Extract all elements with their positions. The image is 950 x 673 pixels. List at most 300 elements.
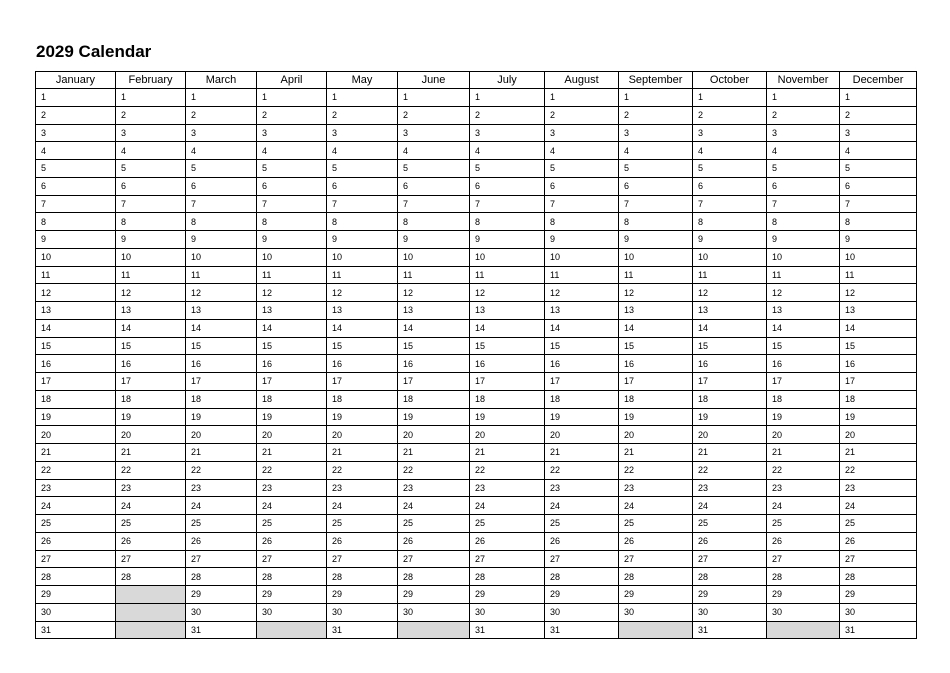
day-cell: 17 (398, 373, 470, 391)
day-cell: 23 (257, 479, 327, 497)
day-cell: 18 (693, 390, 767, 408)
day-cell: 5 (36, 160, 116, 178)
day-cell: 19 (257, 408, 327, 426)
day-cell: 3 (327, 124, 398, 142)
day-cell: 27 (398, 550, 470, 568)
day-cell: 4 (257, 142, 327, 160)
day-cell: 13 (257, 302, 327, 320)
day-cell: 11 (619, 266, 693, 284)
day-cell: 12 (470, 284, 545, 302)
day-cell: 11 (470, 266, 545, 284)
day-row (36, 177, 917, 195)
day-cell: 31 (693, 621, 767, 639)
day-cell: 21 (257, 444, 327, 462)
calendar-grid (35, 71, 917, 639)
day-row (36, 231, 917, 249)
day-cell: 23 (840, 479, 917, 497)
day-cell: 29 (619, 586, 693, 604)
day-cell: 19 (693, 408, 767, 426)
empty-day-cell (257, 621, 327, 639)
day-cell: 25 (767, 515, 840, 533)
day-cell: 8 (327, 213, 398, 231)
month-header-february: February (116, 72, 186, 89)
day-cell: 8 (840, 213, 917, 231)
day-cell: 28 (36, 568, 116, 586)
day-row (36, 550, 917, 568)
page-title: 2029 Calendar (36, 42, 152, 61)
day-cell: 2 (186, 106, 257, 124)
day-cell: 13 (545, 302, 619, 320)
day-cell: 29 (545, 586, 619, 604)
day-cell: 13 (767, 302, 840, 320)
day-cell: 3 (840, 124, 917, 142)
day-cell: 22 (116, 461, 186, 479)
day-cell: 30 (545, 603, 619, 621)
day-cell: 26 (619, 532, 693, 550)
day-cell: 11 (116, 266, 186, 284)
day-cell: 27 (840, 550, 917, 568)
day-row (36, 142, 917, 160)
day-cell: 27 (470, 550, 545, 568)
day-row (36, 319, 917, 337)
day-cell: 14 (257, 319, 327, 337)
day-cell: 26 (36, 532, 116, 550)
day-cell: 22 (327, 461, 398, 479)
day-cell: 9 (116, 231, 186, 249)
day-cell: 19 (116, 408, 186, 426)
day-cell: 25 (257, 515, 327, 533)
day-row (36, 444, 917, 462)
day-cell: 19 (545, 408, 619, 426)
day-cell: 24 (186, 497, 257, 515)
day-cell: 11 (36, 266, 116, 284)
day-cell: 22 (186, 461, 257, 479)
day-cell: 12 (619, 284, 693, 302)
day-cell: 29 (36, 586, 116, 604)
day-cell: 17 (545, 373, 619, 391)
day-cell: 24 (470, 497, 545, 515)
day-cell: 8 (767, 213, 840, 231)
day-cell: 8 (257, 213, 327, 231)
day-cell: 13 (186, 302, 257, 320)
day-cell: 19 (36, 408, 116, 426)
day-row (36, 390, 917, 408)
day-cell: 3 (693, 124, 767, 142)
calendar-body (36, 89, 917, 639)
day-cell: 30 (693, 603, 767, 621)
day-cell: 1 (327, 89, 398, 107)
day-cell: 10 (327, 248, 398, 266)
day-cell: 23 (186, 479, 257, 497)
day-cell: 9 (470, 231, 545, 249)
day-cell: 28 (327, 568, 398, 586)
day-cell: 5 (767, 160, 840, 178)
day-cell: 13 (36, 302, 116, 320)
day-cell: 4 (116, 142, 186, 160)
day-cell: 30 (470, 603, 545, 621)
day-cell: 27 (693, 550, 767, 568)
day-cell: 28 (693, 568, 767, 586)
day-cell: 12 (693, 284, 767, 302)
day-cell: 15 (693, 337, 767, 355)
day-row (36, 426, 917, 444)
day-cell: 14 (545, 319, 619, 337)
day-row (36, 461, 917, 479)
day-row (36, 89, 917, 107)
day-cell: 3 (470, 124, 545, 142)
month-header-november: November (767, 72, 840, 89)
empty-day-cell (619, 621, 693, 639)
day-cell: 8 (398, 213, 470, 231)
day-cell: 11 (257, 266, 327, 284)
day-cell: 6 (186, 177, 257, 195)
day-cell: 6 (693, 177, 767, 195)
day-cell: 20 (545, 426, 619, 444)
day-cell: 25 (619, 515, 693, 533)
day-cell: 14 (116, 319, 186, 337)
day-cell: 9 (257, 231, 327, 249)
day-cell: 25 (186, 515, 257, 533)
day-cell: 26 (257, 532, 327, 550)
month-header-june: June (398, 72, 470, 89)
day-cell: 14 (840, 319, 917, 337)
day-cell: 24 (327, 497, 398, 515)
day-cell: 24 (619, 497, 693, 515)
day-row (36, 479, 917, 497)
empty-day-cell (116, 603, 186, 621)
day-row (36, 586, 917, 604)
day-cell: 26 (186, 532, 257, 550)
day-cell: 2 (327, 106, 398, 124)
day-cell: 19 (398, 408, 470, 426)
day-cell: 31 (186, 621, 257, 639)
day-cell: 18 (470, 390, 545, 408)
day-cell: 22 (619, 461, 693, 479)
day-cell: 31 (470, 621, 545, 639)
day-cell: 4 (36, 142, 116, 160)
day-cell: 28 (257, 568, 327, 586)
day-cell: 1 (398, 89, 470, 107)
day-cell: 25 (398, 515, 470, 533)
day-cell: 10 (398, 248, 470, 266)
day-cell: 16 (398, 355, 470, 373)
day-cell: 23 (327, 479, 398, 497)
day-cell: 25 (36, 515, 116, 533)
day-row (36, 266, 917, 284)
day-cell: 17 (619, 373, 693, 391)
day-cell: 8 (693, 213, 767, 231)
day-cell: 30 (257, 603, 327, 621)
day-cell: 21 (840, 444, 917, 462)
day-cell: 7 (693, 195, 767, 213)
day-cell: 9 (693, 231, 767, 249)
day-cell: 31 (36, 621, 116, 639)
day-cell: 30 (186, 603, 257, 621)
day-cell: 10 (619, 248, 693, 266)
day-cell: 23 (470, 479, 545, 497)
day-cell: 4 (619, 142, 693, 160)
day-cell: 28 (767, 568, 840, 586)
day-row (36, 497, 917, 515)
day-cell: 28 (398, 568, 470, 586)
day-cell: 18 (257, 390, 327, 408)
day-row (36, 302, 917, 320)
day-cell: 25 (545, 515, 619, 533)
day-cell: 26 (693, 532, 767, 550)
day-cell: 11 (186, 266, 257, 284)
day-cell: 29 (693, 586, 767, 604)
empty-day-cell (116, 621, 186, 639)
day-cell: 17 (693, 373, 767, 391)
day-cell: 14 (186, 319, 257, 337)
day-cell: 1 (116, 89, 186, 107)
day-cell: 24 (398, 497, 470, 515)
day-cell: 16 (327, 355, 398, 373)
day-cell: 7 (545, 195, 619, 213)
day-cell: 25 (693, 515, 767, 533)
day-cell: 2 (116, 106, 186, 124)
day-cell: 7 (398, 195, 470, 213)
day-cell: 6 (619, 177, 693, 195)
day-cell: 9 (36, 231, 116, 249)
day-cell: 4 (470, 142, 545, 160)
day-cell: 29 (470, 586, 545, 604)
day-cell: 18 (398, 390, 470, 408)
day-row (36, 355, 917, 373)
day-cell: 12 (36, 284, 116, 302)
day-cell: 9 (840, 231, 917, 249)
day-cell: 27 (327, 550, 398, 568)
day-cell: 16 (470, 355, 545, 373)
day-cell: 1 (470, 89, 545, 107)
day-cell: 19 (186, 408, 257, 426)
day-cell: 13 (470, 302, 545, 320)
day-cell: 21 (327, 444, 398, 462)
day-cell: 26 (327, 532, 398, 550)
empty-day-cell (116, 586, 186, 604)
day-cell: 25 (116, 515, 186, 533)
day-cell: 26 (840, 532, 917, 550)
day-cell: 14 (36, 319, 116, 337)
day-row (36, 284, 917, 302)
day-cell: 24 (257, 497, 327, 515)
day-cell: 25 (470, 515, 545, 533)
day-cell: 12 (767, 284, 840, 302)
day-cell: 13 (327, 302, 398, 320)
day-cell: 21 (186, 444, 257, 462)
day-cell: 7 (327, 195, 398, 213)
day-cell: 12 (186, 284, 257, 302)
day-cell: 1 (36, 89, 116, 107)
day-cell: 13 (398, 302, 470, 320)
day-cell: 23 (767, 479, 840, 497)
day-cell: 18 (327, 390, 398, 408)
day-cell: 16 (840, 355, 917, 373)
day-cell: 29 (398, 586, 470, 604)
day-cell: 27 (767, 550, 840, 568)
day-cell: 8 (36, 213, 116, 231)
month-header-january: January (36, 72, 116, 89)
day-cell: 3 (116, 124, 186, 142)
day-cell: 19 (327, 408, 398, 426)
day-cell: 10 (545, 248, 619, 266)
day-cell: 24 (840, 497, 917, 515)
day-cell: 22 (840, 461, 917, 479)
day-cell: 3 (398, 124, 470, 142)
day-cell: 17 (840, 373, 917, 391)
day-row (36, 124, 917, 142)
day-cell: 9 (619, 231, 693, 249)
day-cell: 7 (257, 195, 327, 213)
day-cell: 12 (116, 284, 186, 302)
day-cell: 6 (545, 177, 619, 195)
day-cell: 14 (327, 319, 398, 337)
day-cell: 2 (36, 106, 116, 124)
day-cell: 16 (545, 355, 619, 373)
day-cell: 13 (116, 302, 186, 320)
day-cell: 10 (36, 248, 116, 266)
day-cell: 30 (767, 603, 840, 621)
day-cell: 26 (116, 532, 186, 550)
day-cell: 20 (36, 426, 116, 444)
day-cell: 8 (186, 213, 257, 231)
day-cell: 23 (398, 479, 470, 497)
month-header-december: December (840, 72, 917, 89)
day-cell: 29 (186, 586, 257, 604)
day-cell: 16 (693, 355, 767, 373)
day-cell: 27 (619, 550, 693, 568)
day-cell: 14 (470, 319, 545, 337)
day-cell: 22 (257, 461, 327, 479)
day-cell: 1 (693, 89, 767, 107)
day-cell: 6 (327, 177, 398, 195)
day-cell: 2 (257, 106, 327, 124)
day-cell: 18 (186, 390, 257, 408)
day-cell: 23 (693, 479, 767, 497)
day-cell: 5 (327, 160, 398, 178)
day-cell: 28 (840, 568, 917, 586)
day-cell: 1 (257, 89, 327, 107)
day-row (36, 213, 917, 231)
day-cell: 11 (693, 266, 767, 284)
day-cell: 18 (619, 390, 693, 408)
day-cell: 17 (116, 373, 186, 391)
day-cell: 21 (619, 444, 693, 462)
day-cell: 10 (693, 248, 767, 266)
day-cell: 13 (840, 302, 917, 320)
day-cell: 2 (545, 106, 619, 124)
day-cell: 27 (36, 550, 116, 568)
day-cell: 5 (619, 160, 693, 178)
day-cell: 5 (693, 160, 767, 178)
month-header-august: August (545, 72, 619, 89)
day-cell: 31 (545, 621, 619, 639)
day-cell: 8 (116, 213, 186, 231)
day-cell: 21 (470, 444, 545, 462)
day-cell: 1 (619, 89, 693, 107)
day-cell: 22 (470, 461, 545, 479)
day-cell: 28 (186, 568, 257, 586)
day-cell: 17 (327, 373, 398, 391)
day-cell: 31 (327, 621, 398, 639)
day-cell: 28 (116, 568, 186, 586)
day-cell: 5 (470, 160, 545, 178)
day-cell: 14 (693, 319, 767, 337)
day-cell: 12 (398, 284, 470, 302)
day-cell: 4 (327, 142, 398, 160)
day-cell: 27 (545, 550, 619, 568)
day-cell: 24 (545, 497, 619, 515)
day-cell: 5 (840, 160, 917, 178)
day-cell: 21 (116, 444, 186, 462)
day-cell: 13 (619, 302, 693, 320)
day-cell: 9 (327, 231, 398, 249)
day-row (36, 408, 917, 426)
day-cell: 3 (257, 124, 327, 142)
day-cell: 28 (545, 568, 619, 586)
day-cell: 6 (257, 177, 327, 195)
day-cell: 30 (398, 603, 470, 621)
day-cell: 2 (398, 106, 470, 124)
day-cell: 20 (116, 426, 186, 444)
day-cell: 16 (257, 355, 327, 373)
day-cell: 3 (767, 124, 840, 142)
day-cell: 18 (116, 390, 186, 408)
day-cell: 22 (36, 461, 116, 479)
day-cell: 5 (398, 160, 470, 178)
day-cell: 20 (470, 426, 545, 444)
day-cell: 23 (619, 479, 693, 497)
day-cell: 4 (693, 142, 767, 160)
day-cell: 1 (186, 89, 257, 107)
day-row (36, 248, 917, 266)
month-header-april: April (257, 72, 327, 89)
day-cell: 24 (36, 497, 116, 515)
day-cell: 1 (767, 89, 840, 107)
day-cell: 6 (840, 177, 917, 195)
day-cell: 2 (693, 106, 767, 124)
day-cell: 7 (840, 195, 917, 213)
month-header-october: October (693, 72, 767, 89)
day-row (36, 337, 917, 355)
day-cell: 24 (767, 497, 840, 515)
day-cell: 11 (840, 266, 917, 284)
day-cell: 16 (767, 355, 840, 373)
day-cell: 12 (545, 284, 619, 302)
day-cell: 2 (470, 106, 545, 124)
day-cell: 9 (398, 231, 470, 249)
day-cell: 20 (693, 426, 767, 444)
day-cell: 29 (257, 586, 327, 604)
day-cell: 15 (36, 337, 116, 355)
day-cell: 25 (840, 515, 917, 533)
day-cell: 5 (545, 160, 619, 178)
day-cell: 15 (767, 337, 840, 355)
day-cell: 20 (619, 426, 693, 444)
day-cell: 9 (545, 231, 619, 249)
day-cell: 15 (186, 337, 257, 355)
day-cell: 9 (186, 231, 257, 249)
day-cell: 23 (36, 479, 116, 497)
day-cell: 10 (840, 248, 917, 266)
day-cell: 10 (116, 248, 186, 266)
day-cell: 10 (767, 248, 840, 266)
day-cell: 27 (257, 550, 327, 568)
day-cell: 25 (327, 515, 398, 533)
day-row (36, 160, 917, 178)
month-header-may: May (327, 72, 398, 89)
month-header-row (36, 72, 917, 89)
